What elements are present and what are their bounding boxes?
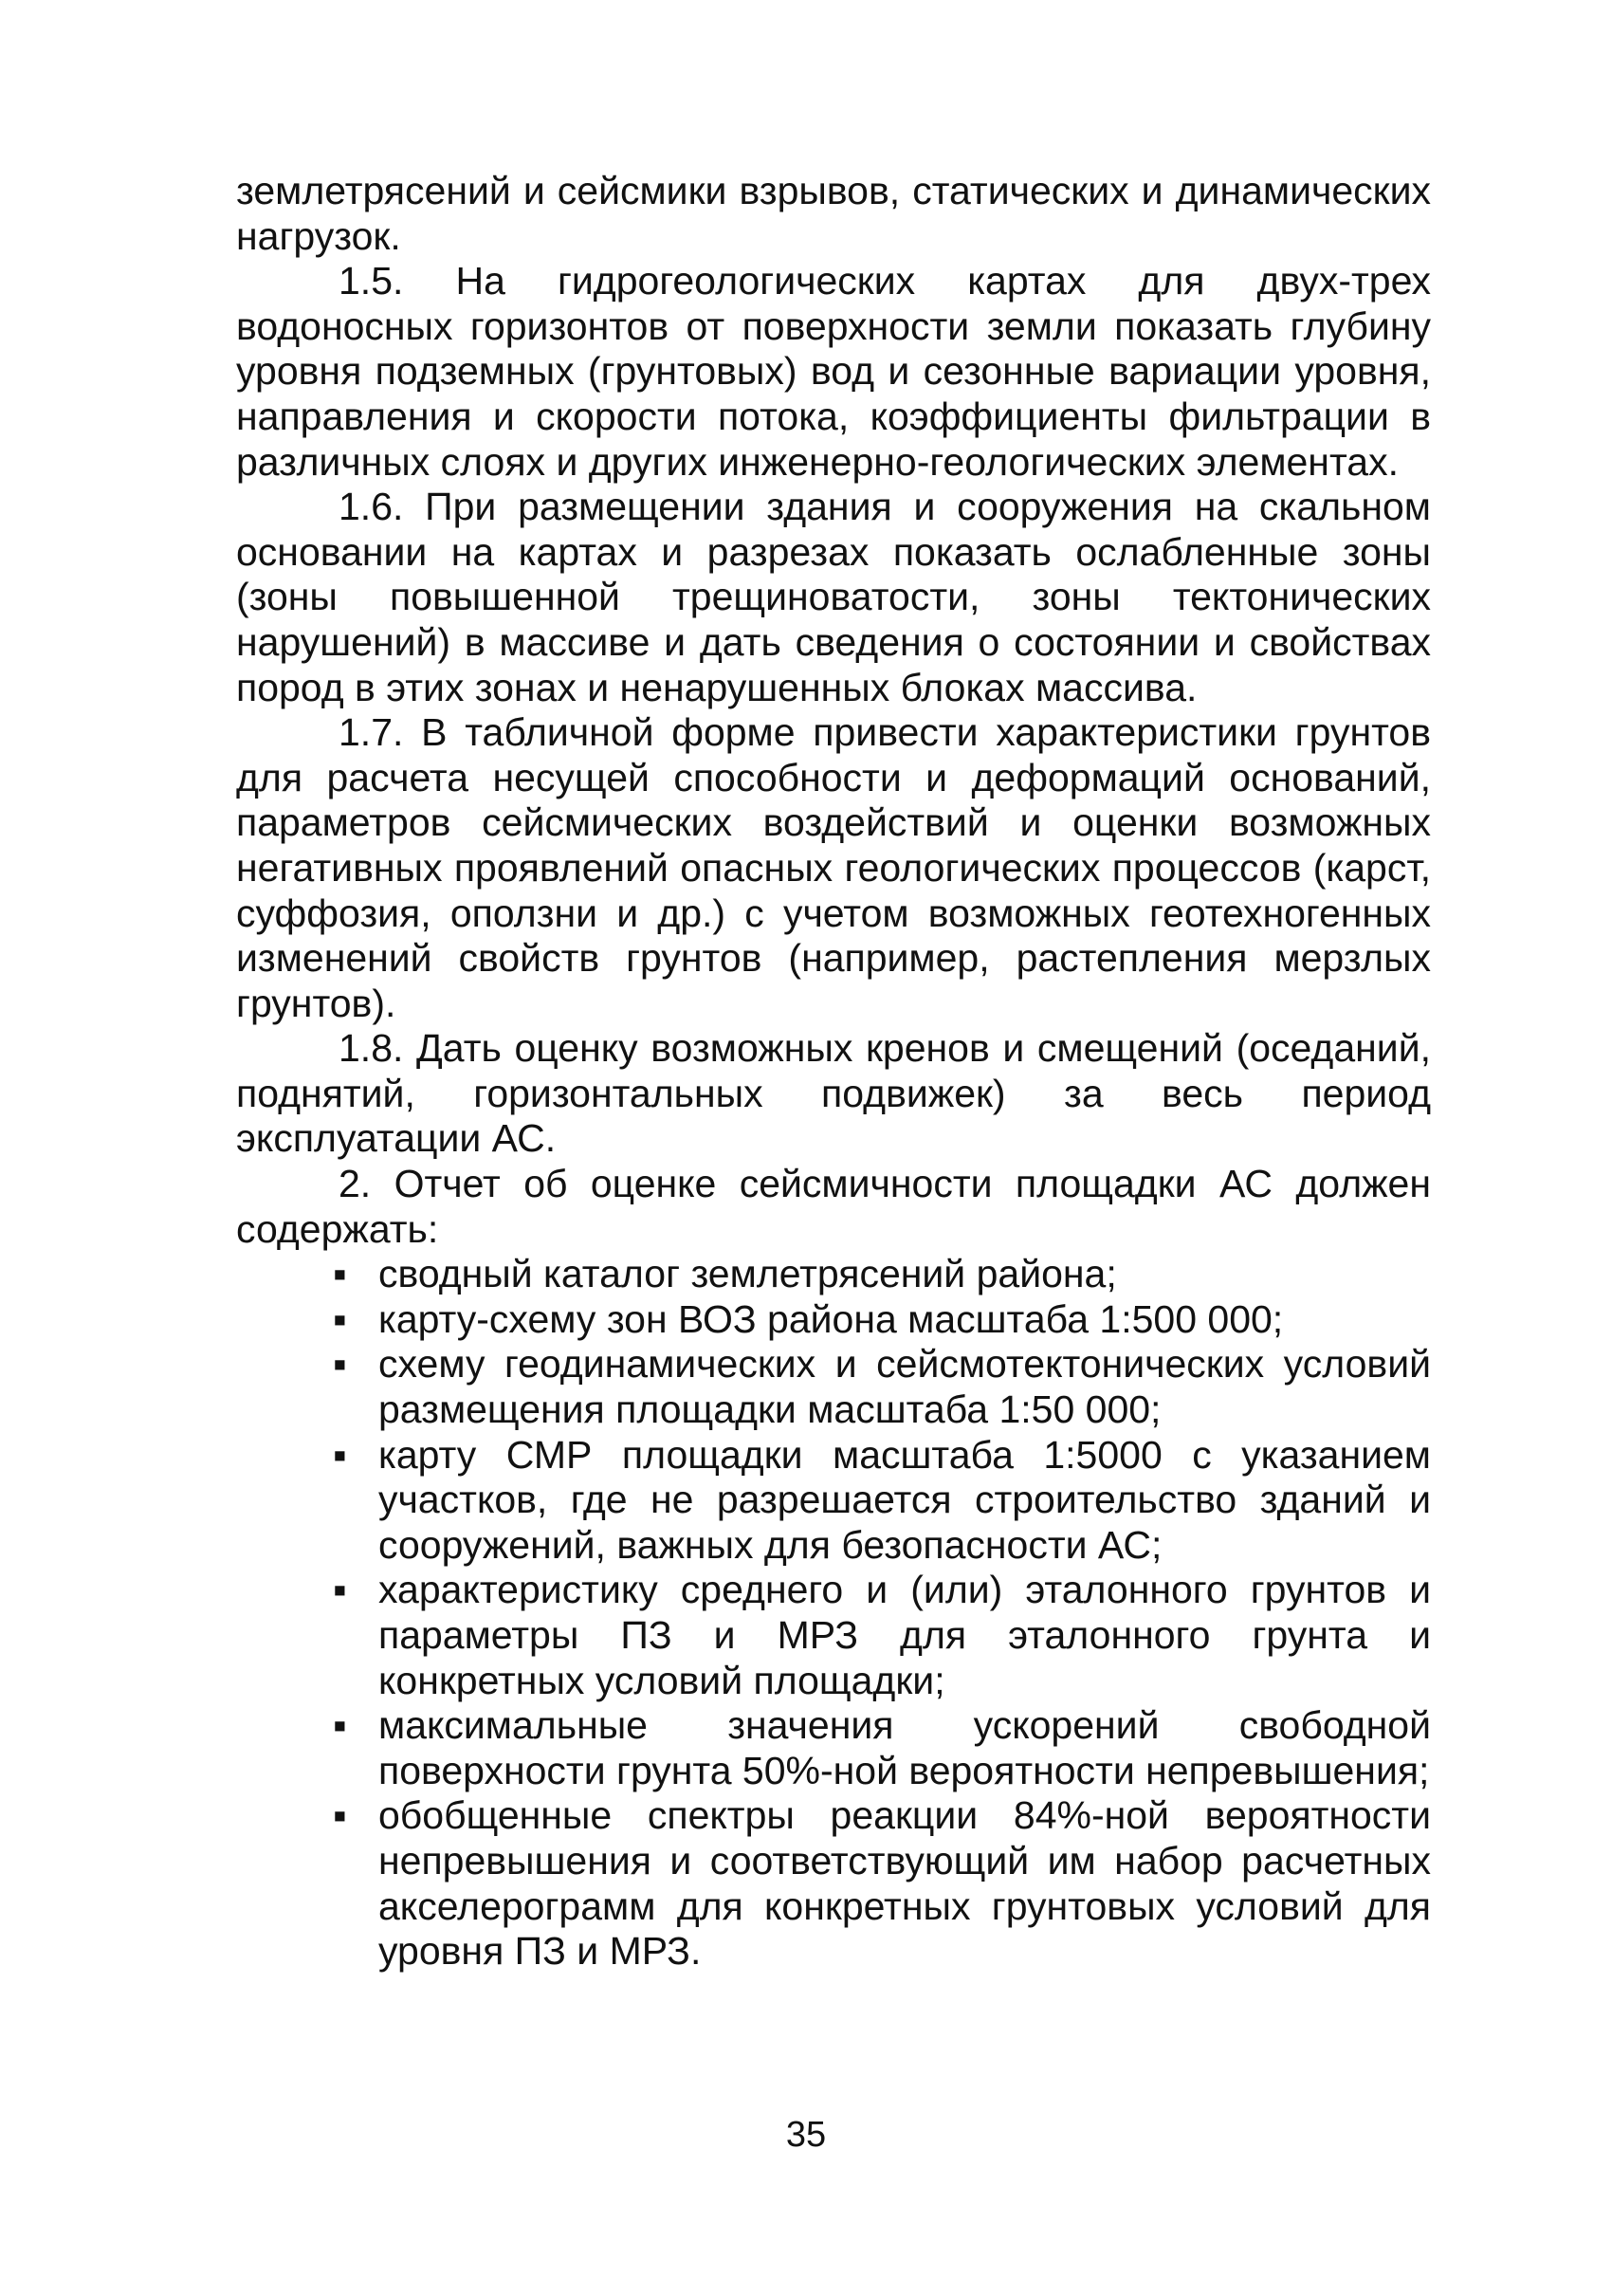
bullet-icon: ▪ [333, 1252, 347, 1296]
bullet-icon: ▪ [333, 1296, 347, 1341]
paragraph-2: 2. Отчет об оценке сейсмичности площадки АС должен содержать: [236, 1162, 1431, 1251]
bullet-icon: ▪ [333, 1342, 347, 1387]
list-item [236, 1252, 1431, 1297]
bullet-icon: ▪ [333, 1793, 347, 1838]
page-body [236, 169, 1431, 1975]
list-item-text: обобщенные спектры реакции 84%-ной вероятности непревышения и соответствующий им набор расчетных акселерограмм для конкретных грунтовых условий для уровня ПЗ и МРЗ. [378, 1793, 1431, 1974]
list-item-text: карту-схему зон ВОЗ района масштаба 1:500 000; [378, 1296, 1284, 1341]
list-item-text: схему геодинамических и сейсмотектонических условий размещения площадки масштаба 1:50 000; [378, 1342, 1431, 1432]
list-item-text: максимальные значения ускорений свободной поверхности грунта 50%-ной вероятности непревышения; [378, 1703, 1431, 1792]
list-item-text: карту СМР площадки масштаба 1:5000 с указанием участков, где не разрешается строительство зданий и сооружений, важных для безопасности АС; [378, 1432, 1431, 1567]
list-item [236, 1703, 1431, 1793]
bullet-icon: ▪ [333, 1432, 347, 1477]
paragraph-continuation: землетрясений и сейсмики взрывов, статических и динамических нагрузок. [236, 169, 1431, 258]
paragraph-1-8: 1.8. Дать оценку возможных кренов и смещений (оседаний, поднятий, горизонтальных подвижек) за весь период эксплуатации АС. [236, 1026, 1431, 1161]
paragraph-1-7: 1.7. В табличной форме привести характеристики грунтов для расчета несущей способности и деформаций оснований, параметров сейсмических воздействий и оценки возможных негативных проявлений опасных геологических процессов (карст, суффозия, оползни и др.) с учетом возможных геотехногенных изменений свойств грунтов (например, растепления мерзлых грунтов). [236, 710, 1431, 1025]
list-item [236, 1793, 1431, 1974]
list-item [236, 1433, 1431, 1569]
list-item-text: сводный каталог землетрясений района; [378, 1252, 1117, 1296]
list-item [236, 1568, 1431, 1703]
page-number: 35 [785, 2115, 827, 2155]
bullet-icon: ▪ [333, 1568, 347, 1612]
list-item-text: характеристику среднего и (или) эталонного грунтов и параметры ПЗ и МРЗ для эталонного грунта и конкретных условий площадки; [378, 1568, 1431, 1702]
paragraph-1-6: 1.6. При размещении здания и сооружения на скальном основании на картах и разрезах показать ослабленные зоны (зоны повышенной трещиноватости, зоны тектонических нарушений) в массиве и дать сведения о состоянии и свойствах пород в этих зонах и ненарушенных блоках массива. [236, 485, 1431, 709]
list-item [236, 1297, 1431, 1343]
bullet-icon: ▪ [333, 1703, 347, 1748]
list-item [236, 1342, 1431, 1432]
paragraph-1-5: 1.5. На гидрогеологических картах для двух-трех водоносных горизонтов от поверхности земли показать глубину уровня подземных (грунтовых) вод и сезонные вариации уровня, направления и скорости потока, коэффициенты фильтрации в различных слоях и других инженерно-геологических элементах. [236, 259, 1431, 484]
report-contents-list [236, 1252, 1431, 1975]
